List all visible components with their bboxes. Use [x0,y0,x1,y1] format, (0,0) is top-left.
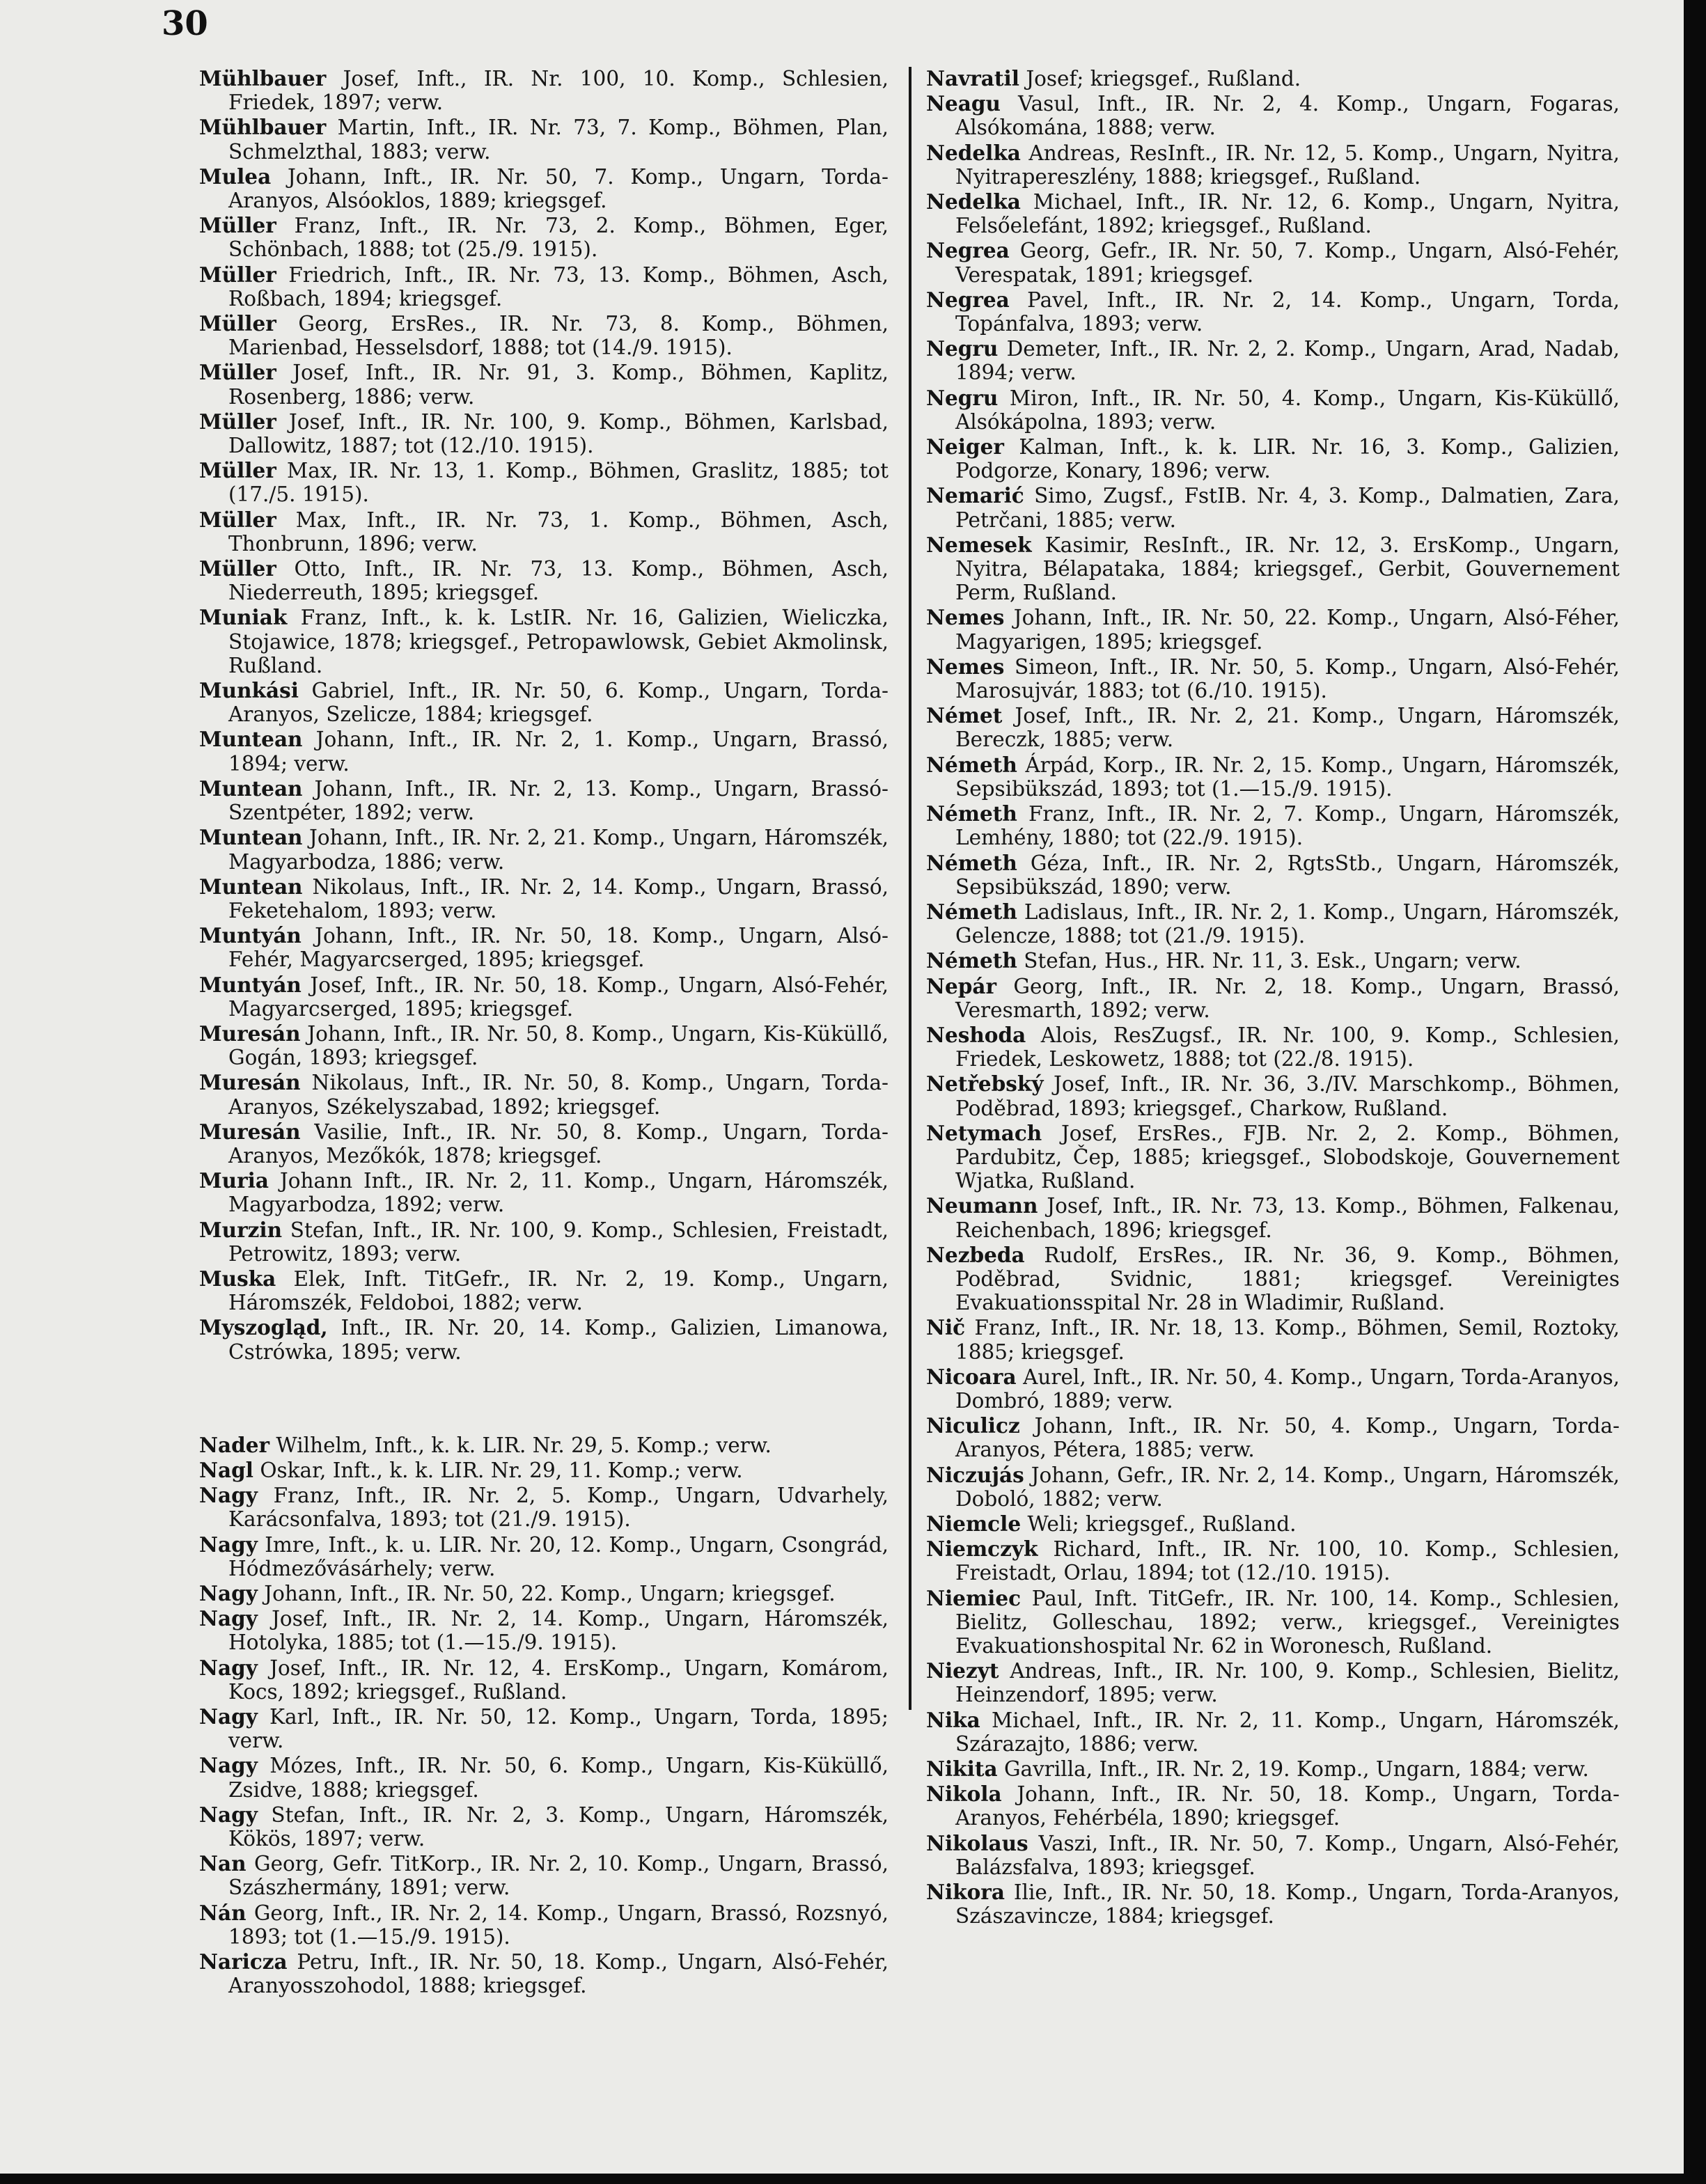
entry-details: Josef, Inft., IR. Nr. 12, 4. ErsKomp., Ungarn, Komárom, Kocs, 1892; kriegsgef., Rußland. [228,1656,889,1704]
casualty-entry [199,410,889,457]
casualty-entry [926,1072,1620,1120]
entry-surname: Müller [199,507,276,532]
entry-details: Alois, ResZugsf., IR. Nr. 100, 9. Komp., Schlesien, Friedek, Leskowetz, 1888; tot (22./8. 1915). [955,1023,1620,1071]
casualty-entry [199,67,889,114]
entry-details: Johann, Inft., IR. Nr. 50, 22. Komp., Ungarn; kriegsgef. [264,1581,836,1605]
casualty-entry [199,1484,889,1531]
entry-details: Friedrich, Inft., IR. Nr. 73, 13. Komp., Böhmen, Asch, Roßbach, 1894; kriegsgef. [228,262,889,311]
casualty-entry [926,484,1620,531]
entry-surname: Nikola [926,1782,1002,1807]
entry-details: Josef, Inft., IR. Nr. 91, 3. Komp., Böhmen, Kaplitz, Rosenberg, 1886; verw. [228,361,889,409]
entry-details: Josef, ErsRes., FJB. Nr. 2, 2. Komp., Böhmen, Pardubitz, Čep, 1885; kriegsgef., Slobodskoje, Gouvernement Wjatka, Rußland. [955,1121,1620,1193]
casualty-entry [926,239,1620,286]
casualty-entry [199,1950,889,1997]
casualty-entry [199,973,889,1021]
entry-details: Johann, Inft., IR. Nr. 50, 18. Komp., Ungarn, Alsó-Fehér, Magyarcserged, 1895; kriegsgef. [228,924,889,972]
casualty-entry [199,1705,889,1752]
entry-surname: Nagy [199,1655,258,1680]
entry-surname: Muntean [199,825,303,850]
entry-details: Johann, Inft., IR. Nr. 50, 4. Komp., Ungarn, Torda-Aranyos, Pétera, 1885; verw. [955,1414,1620,1462]
entry-surname: Müller [199,458,276,483]
entry-details: Michael, Inft., IR. Nr. 12, 6. Komp., Ungarn, Nyitra, Felsőelefánt, 1892; kriegsgef., Rußland. [955,190,1620,238]
casualty-entry [926,1587,1620,1658]
entry-details: Aurel, Inft., IR. Nr. 50, 4. Komp., Ungarn, Torda-Aranyos, Dombró, 1889; verw. [955,1365,1620,1413]
entry-details: Georg, Inft., IR. Nr. 2, 18. Komp., Ungarn, Brassó, Veresmarth, 1892; verw. [955,974,1620,1022]
page-number: 30 [162,4,208,43]
entry-list-right [926,67,1620,1928]
casualty-entry [926,386,1620,434]
entry-details: Georg, Gefr. TitKorp., IR. Nr. 2, 10. Komp., Ungarn, Brassó, Szászhermány, 1891; verw. [228,1852,889,1900]
entry-details: Árpád, Korp., IR. Nr. 2, 15. Komp., Ungarn, Háromszék, Sepsibükszád, 1893; tot (1.—15./9. 1915). [955,753,1620,801]
entry-details: Andreas, ResInft., IR. Nr. 12, 5. Komp., Ungarn, Nyitra, Nyitrapereszlény, 1888; kriegsgef., Rußland. [955,141,1620,189]
entry-surname: Nagy [199,1606,258,1631]
entry-details: Wilhelm, Inft., k. k. LIR. Nr. 29, 5. Komp.; verw. [276,1433,772,1457]
entry-details: Johann, Inft., IR. Nr. 2, 21. Komp., Ungarn, Háromszék, Magyarbodza, 1886; verw. [228,826,889,874]
casualty-entry [926,655,1620,702]
entry-details: Johann, Inft., IR. Nr. 50, 7. Komp., Ungarn, Torda-Aranyos, Alsóoklos, 1889; kriegsgef. [228,164,889,213]
entry-surname: Németh [926,801,1017,826]
entry-details: Simeon, Inft., IR. Nr. 50, 5. Komp., Ungarn, Alsó-Fehér, Marosujvár, 1883; tot (6./10. 1915). [955,654,1620,703]
entry-details: Martin, Inft., IR. Nr. 73, 7. Komp., Böhmen, Plan, Schmelzthal, 1883; verw. [228,116,889,164]
entry-details: Michael, Inft., IR. Nr. 2, 11. Komp., Ungarn, Háromszék, Szárazajto, 1886; verw. [955,1708,1620,1756]
scan-edge-right [1684,0,1706,2184]
entry-details: Johann, Inft., IR. Nr. 50, 8. Komp., Ungarn, Kis-Küküllő, Gogán, 1893; kriegsgef. [228,1021,889,1070]
entry-surname: Neagu [926,91,1001,116]
entry-details: Otto, Inft., IR. Nr. 73, 13. Komp., Böhmen, Asch, Niederreuth, 1895; kriegsgef. [228,557,889,605]
entry-details: Miron, Inft., IR. Nr. 50, 4. Komp., Ungarn, Kis-Küküllő, Alsókápolna, 1893; verw. [955,386,1620,434]
entry-details: Elek, Inft. TitGefr., IR. Nr. 2, 19. Komp., Ungarn, Háromszék, Feldoboi, 1882; verw. [228,1266,889,1315]
entry-details: Stefan, Inft., IR. Nr. 2, 3. Komp., Ungarn, Háromszék, Kökös, 1897; verw. [228,1802,889,1851]
casualty-entry [926,1365,1620,1413]
entry-surname: Nemes [926,605,1005,630]
entry-surname: Németh [926,899,1017,924]
entry-surname: Naricza [199,1949,288,1974]
entry-surname: Negru [926,336,999,361]
entry-surname: Myszogląd, [199,1315,328,1340]
entry-surname: Muntean [199,776,303,801]
entry-details: Franz, Inft., IR. Nr. 73, 2. Komp., Böhmen, Eger, Schönbach, 1888; tot (25./9. 1915). [228,214,889,262]
entry-surname: Nemes [926,654,1005,679]
entry-surname: Nagy [199,1802,258,1827]
entry-surname: Netymach [926,1120,1042,1145]
entry-surname: Muniak [199,605,288,630]
entry-details: Karl, Inft., IR. Nr. 50, 12. Komp., Ungarn, Torda, 1895; verw. [228,1705,889,1753]
casualty-entry [926,1880,1620,1928]
entry-details: Nikolaus, Inft., IR. Nr. 50, 8. Komp., Ungarn, Torda-Aranyos, Székelyszabad, 1892; kriegsgef. [228,1071,889,1119]
casualty-entry [199,1582,889,1605]
casualty-entry [199,875,889,922]
casualty-entry [926,1463,1620,1511]
entry-details: Pavel, Inft., IR. Nr. 2, 14. Komp., Ungarn, Torda, Topánfalva, 1893; verw. [955,288,1620,336]
casualty-entry [199,1218,889,1266]
casualty-entry [926,1708,1620,1756]
entry-surname: Mühlbauer [199,66,327,91]
casualty-entry [926,1023,1620,1071]
entry-details: Josef, Inft., IR. Nr. 73, 13. Komp., Böhmen, Falkenau, Reichenbach, 1896; kriegsgef. [955,1194,1620,1242]
entry-details: Paul, Inft. TitGefr., IR. Nr. 100, 14. Komp., Schlesien, Bielitz, Golleschau, 1892; verw., kriegsgef., Vereinigtes Evakuationshospital Nr. 62 in Woronesch, Rußland. [955,1586,1620,1658]
entry-surname: Niemiec [926,1585,1022,1610]
entry-details: Franz, Inft., IR. Nr. 18, 13. Komp., Böhmen, Semil, Roztoky, 1885; kriegsgef. [955,1316,1620,1364]
entry-details: Johann, Inft., IR. Nr. 50, 18. Komp., Ungarn, Torda-Aranyos, Fehérbéla, 1890; kriegsgef. [955,1782,1620,1830]
entry-surname: Nader [199,1432,270,1457]
casualty-entry [199,924,889,971]
casualty-entry [199,1022,889,1069]
entry-surname: Muria [199,1168,269,1193]
casualty-entry [199,116,889,163]
entry-details: Petru, Inft., IR. Nr. 50, 18. Komp., Ungarn, Alsó-Fehér, Aranyosszohodol, 1888; kriegsgef. [228,1950,889,1998]
entry-surname: Nagy [199,1580,258,1605]
casualty-entry [926,975,1620,1022]
casualty-entry [926,533,1620,605]
entry-surname: Müller [199,409,276,434]
section-gap [199,1365,889,1433]
casualty-entry [926,704,1620,751]
entry-surname: Nika [926,1707,980,1732]
casualty-entry [926,190,1620,237]
entry-details: Rudolf, ErsRes., IR. Nr. 36, 9. Komp., Böhmen, Poděbrad, Svidnic, 1881; kriegsgef. Vereinigtes Evakuationsspital Nr. 28 in Wladimir, Rußland. [955,1243,1620,1315]
casualty-entry [926,1537,1620,1585]
casualty-entry [199,557,889,604]
casualty-entry [926,1414,1620,1461]
casualty-entry [199,777,889,824]
entry-details: Weli; kriegsgef., Rußland. [1027,1511,1297,1536]
entry-details: Max, IR. Nr. 13, 1. Komp., Böhmen, Graslitz, 1885; tot (17./5. 1915). [228,459,889,507]
casualty-entry [926,1782,1620,1830]
entry-details: Andreas, Inft., IR. Nr. 100, 9. Komp., Schlesien, Bielitz, Heinzendorf, 1895; verw. [955,1659,1620,1707]
casualty-entry [926,753,1620,801]
entry-surname: Munkási [199,678,299,703]
casualty-entry [199,312,889,359]
entry-details: Max, Inft., IR. Nr. 73, 1. Komp., Böhmen, Asch, Thonbrunn, 1896; verw. [228,508,889,556]
entry-details: Kasimir, ResInft., IR. Nr. 12, 3. ErsKomp., Ungarn, Nyitra, Bélapataka, 1884; kriegsgef., Gerbit, Gouvernement Perm, Rußland. [955,533,1620,605]
entry-details: Johann, Inft., IR. Nr. 2, 13. Komp., Ungarn, Brassó-Szentpéter, 1892; verw. [228,776,889,825]
casualty-entry [926,1757,1620,1781]
entry-details: Ladislaus, Inft., IR. Nr. 2, 1. Komp., Ungarn, Háromszék, Gelencze, 1888; tot (21./9. 1915). [955,899,1620,948]
casualty-entry [199,1803,889,1851]
entry-details: Gabriel, Inft., IR. Nr. 50, 6. Komp., Ungarn, Torda-Aranyos, Szelicze, 1884; kriegsgef. [228,679,889,727]
entry-details: Simo, Zugsf., FstIB. Nr. 4, 3. Komp., Dalmatien, Zara, Petrčani, 1885; verw. [955,484,1620,532]
entry-surname: Niczujás [926,1462,1024,1487]
casualty-entry [926,1194,1620,1241]
entry-surname: Neiger [926,434,1004,459]
entry-details: Georg, Inft., IR. Nr. 2, 14. Komp., Ungarn, Brassó, Rozsnyó, 1893; tot (1.—15./9. 1915). [228,1901,889,1949]
casualty-entry [199,728,889,775]
entry-surname: Muresán [199,1119,301,1144]
entry-surname: Mühlbauer [199,115,327,140]
entry-details: Johann, Inft., IR. Nr. 50, 22. Komp., Ungarn, Alsó-Féher, Magyarigen, 1895; kriegsgef. [955,606,1620,654]
casualty-entry [199,459,889,506]
entry-details: Franz, Inft., k. k. LstIR. Nr. 16, Galizien, Wieliczka, Stojawice, 1878; kriegsgef., Petropawlowsk, Gebiet Akmolinsk, Rußland. [228,606,889,677]
entry-surname: Neshoda [926,1022,1026,1047]
casualty-entry [926,435,1620,482]
casualty-entry [926,1243,1620,1315]
entry-details: Oskar, Inft., k. k. LIR. Nr. 29, 11. Komp.; verw. [260,1458,743,1482]
entry-surname: Nicoara [926,1364,1017,1389]
casualty-entry [199,1169,889,1216]
entry-surname: Nagl [199,1457,253,1482]
entry-details: Kalman, Inft., k. k. LIR. Nr. 16, 3. Komp., Galizien, Podgorze, Konary, 1896; verw. [955,435,1620,483]
casualty-entry [926,67,1620,91]
entry-details: Josef, Inft., IR. Nr. 50, 18. Komp., Ungarn, Alsó-Fehér, Magyarcserged, 1895; kriegsgef. [228,973,889,1021]
entry-surname: Nagy [199,1753,258,1778]
entry-details: Josef, Inft., IR. Nr. 100, 10. Komp., Schlesien, Friedek, 1897; verw. [228,67,889,115]
casualty-entry [926,851,1620,899]
entry-surname: Nan [199,1851,246,1876]
casualty-entry [926,337,1620,384]
casualty-entry [199,1754,889,1801]
casualty-entry [199,679,889,726]
entry-details: Géza, Inft., IR. Nr. 2, RgtsStb., Ungarn, Háromszék, Sepsibükszád, 1890; verw. [955,851,1620,899]
entry-surname: Nepár [926,973,997,998]
entry-details: Imre, Inft., k. u. LIR. Nr. 20, 12. Komp., Ungarn, Csongrád, Hódmezővásárhely; verw. [228,1532,889,1580]
entry-details: Franz, Inft., IR. Nr. 2, 5. Komp., Ungarn, Udvarhely, Karácsonfalva, 1893; tot (21./9. 1915). [228,1484,889,1532]
entry-surname: Nikolaus [926,1830,1028,1855]
entry-surname: Müller [199,311,276,336]
entry-surname: Netřebský [926,1071,1044,1097]
entry-surname: Niezyt [926,1658,999,1683]
entry-surname: Nagy [199,1483,258,1508]
entry-details: Vaszi, Inft., IR. Nr. 50, 7. Komp., Ungarn, Alsó-Fehér, Balázsfalva, 1893; kriegsgef. [955,1831,1620,1879]
entry-surname: Nagy [199,1532,258,1557]
entry-surname: Muntyán [199,923,302,948]
entry-details: Nikolaus, Inft., IR. Nr. 2, 14. Komp., Ungarn, Brassó, Feketehalom, 1893; verw. [228,874,889,922]
casualty-entry [199,1607,889,1654]
entry-surname: Németh [926,948,1017,973]
entry-surname: Müller [199,213,276,238]
entry-details: Richard, Inft., IR. Nr. 100, 10. Komp., Schlesien, Freistadt, Orlau, 1894; tot (12./10. 1915). [955,1537,1620,1585]
entry-surname: Niemczyk [926,1537,1038,1562]
entry-details: Demeter, Inft., IR. Nr. 2, 2. Komp., Ungarn, Arad, Nadab, 1894; verw. [955,337,1620,385]
casualty-entry [199,606,889,677]
casualty-entry [926,1832,1620,1879]
casualty-entry [199,165,889,212]
entry-surname: Muntean [199,874,303,899]
casualty-entry [926,606,1620,653]
entry-surname: Nán [199,1900,246,1925]
entry-details: Johann Inft., IR. Nr. 2, 11. Komp., Ungarn, Háromszék, Magyarbodza, 1892; verw. [228,1169,889,1217]
entry-surname: Nedelka [926,140,1021,165]
entry-surname: Murzin [199,1217,283,1242]
casualty-entry [199,214,889,261]
right-column [926,67,1620,1929]
entry-surname: Negrea [926,238,1010,263]
entry-surname: Müller [199,556,276,581]
casualty-entry [199,1656,889,1704]
entry-details: Stefan, Inft., IR. Nr. 100, 9. Komp., Schlesien, Freistadt, Petrowitz, 1893; verw. [228,1218,889,1266]
casualty-entry [199,1267,889,1314]
entry-surname: Neumann [926,1193,1038,1218]
entry-surname: Muresán [199,1021,301,1046]
entry-surname: Muska [199,1266,276,1291]
casualty-entry [199,508,889,556]
casualty-entry [199,826,889,873]
entry-details: Georg, Gefr., IR. Nr. 50, 7. Komp., Ungarn, Alsó-Fehér, Verespatak, 1891; kriegsgef. [955,239,1620,287]
entry-surname: Nikita [926,1757,998,1782]
casualty-entry [199,1433,889,1457]
entry-surname: Müller [199,360,276,385]
entry-details: Josef, Inft., IR. Nr. 2, 14. Komp., Ungarn, Háromszék, Hotolyka, 1885; tot (1.—15./9. 1915). [228,1607,889,1655]
left-column [199,67,889,1999]
casualty-entry [926,141,1620,189]
casualty-entry [926,900,1620,948]
entry-details: Vasul, Inft., IR. Nr. 2, 4. Komp., Ungarn, Fogaras, Alsókomána, 1888; verw. [955,92,1620,140]
casualty-entry [926,1512,1620,1536]
entry-details: Georg, ErsRes., IR. Nr. 73, 8. Komp., Böhmen, Marienbad, Hesselsdorf, 1888; tot (14./9. 1915). [228,312,889,360]
entry-surname: Mulea [199,164,272,189]
entry-details: Johann, Inft., IR. Nr. 2, 1. Komp., Ungarn, Brassó, 1894; verw. [228,728,889,776]
entry-surname: Nemesek [926,532,1032,557]
entry-details: Josef, Inft., IR. Nr. 100, 9. Komp., Böhmen, Karlsbad, Dallowitz, 1887; tot (12./10. 1915). [228,409,889,458]
entry-surname: Müller [199,262,276,287]
casualty-entry [199,361,889,408]
entry-surname: Nikora [926,1880,1005,1905]
entry-details: Johann, Gefr., IR. Nr. 2, 14. Komp., Ungarn, Háromszék, Doboló, 1882; verw. [955,1463,1620,1511]
entry-surname: Muntean [199,727,303,752]
casualty-entry [926,1659,1620,1706]
entry-details: Franz, Inft., IR. Nr. 2, 7. Komp., Ungarn, Háromszék, Lemhény, 1880; tot (22./9. 1915). [955,802,1620,850]
entry-surname: Negru [926,385,999,410]
entry-surname: Navratil [926,66,1019,91]
entry-surname: Nagy [199,1704,258,1729]
entry-surname: Nemarić [926,483,1024,508]
casualty-entry [926,949,1620,973]
column-divider [909,67,911,1710]
entry-list-left-top [199,67,889,1364]
entry-details: Vasilie, Inft., IR. Nr. 50, 8. Komp., Ungarn, Torda-Aranyos, Mezőkók, 1878; kriegsgef. [228,1120,889,1168]
entry-details: Josef, Inft., IR. Nr. 36, 3./IV. Marschkomp., Böhmen, Poděbrad, 1893; kriegsgef., Charkow, Rußland. [955,1072,1620,1120]
casualty-entry [926,1316,1620,1363]
casualty-entry [199,1120,889,1168]
entry-surname: Nedelka [926,189,1021,214]
casualty-entry [199,263,889,311]
entry-details: Josef, Inft., IR. Nr. 2, 21. Komp., Ungarn, Háromszék, Bereczk, 1885; verw. [955,704,1620,752]
scan-edge-bottom [0,2174,1706,2184]
entry-surname: Niemcle [926,1511,1022,1536]
entry-surname: Muntyán [199,972,302,997]
entry-details: Josef; kriegsgef., Rußland. [1026,67,1301,91]
entry-surname: Niculicz [926,1413,1020,1438]
entry-surname: Nič [926,1315,966,1340]
entry-details: Stefan, Hus., HR. Nr. 11, 3. Esk., Ungarn; verw. [1024,949,1521,973]
entry-details: Mózes, Inft., IR. Nr. 50, 6. Komp., Ungarn, Kis-Küküllő, Zsidve, 1888; kriegsgef. [228,1754,889,1802]
entry-surname: Nezbeda [926,1242,1025,1267]
entry-surname: Németh [926,752,1017,777]
entry-surname: Német [926,703,1003,728]
casualty-entry [199,1852,889,1899]
entry-surname: Németh [926,850,1017,875]
casualty-entry [199,1459,889,1482]
entry-surname: Negrea [926,287,1010,312]
casualty-entry [926,288,1620,336]
casualty-entry [199,1071,889,1118]
entry-details: Inft., IR. Nr. 20, 14. Komp., Galizien, Limanowa, Cstrówka, 1895; verw. [228,1316,889,1364]
casualty-entry [199,1533,889,1580]
casualty-entry [199,1901,889,1949]
entry-surname: Muresán [199,1070,301,1095]
entry-details: Ilie, Inft., IR. Nr. 50, 18. Komp., Ungarn, Torda-Aranyos, Szászavincze, 1884; kriegsgef. [955,1880,1620,1928]
casualty-entry [199,1316,889,1363]
casualty-entry [926,92,1620,139]
entry-details: Gavrilla, Inft., IR. Nr. 2, 19. Komp., Ungarn, 1884; verw. [1003,1757,1589,1782]
casualty-entry [926,802,1620,849]
casualty-entry [926,1122,1620,1193]
entry-list-left-bottom [199,1433,889,1998]
